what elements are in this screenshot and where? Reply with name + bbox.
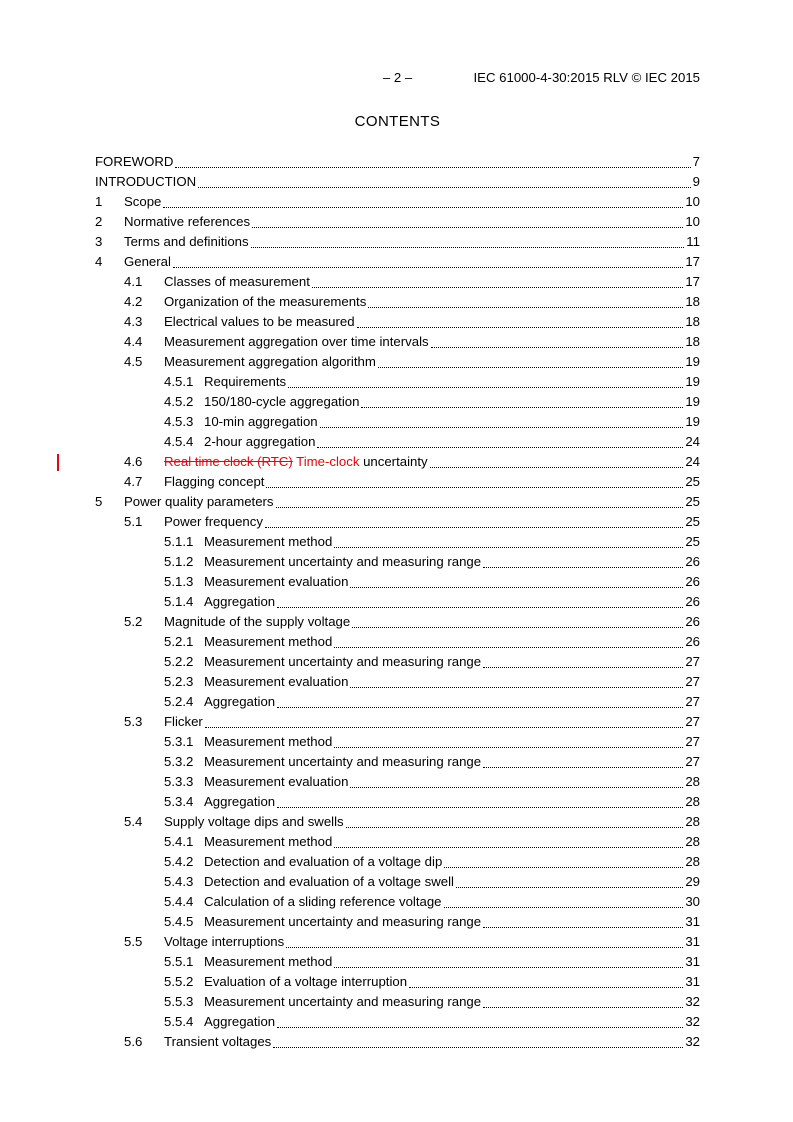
toc-entry	[95, 672, 700, 692]
toc-entry-page: 10	[685, 214, 700, 229]
toc-entry	[95, 952, 700, 972]
toc-entry	[95, 592, 700, 612]
toc-entry-label	[204, 412, 318, 432]
toc-label-segment-normal: Aggregation	[204, 694, 276, 709]
toc-entry	[95, 992, 700, 1012]
dot-leader	[352, 612, 683, 628]
toc-entry-label	[204, 832, 332, 852]
toc-entry-page: 19	[685, 354, 700, 369]
toc-entry-page: 32	[685, 994, 700, 1009]
toc-entry-label	[204, 672, 348, 692]
toc-entry-page: 28	[685, 794, 700, 809]
toc-entry-page: 32	[685, 1034, 700, 1049]
toc-label-segment-normal: FOREWORD	[95, 154, 174, 169]
toc-entry-label	[204, 572, 348, 592]
toc-entry	[95, 1032, 700, 1052]
toc-entry-page: 30	[685, 894, 700, 909]
toc-label-segment-normal: INTRODUCTION	[95, 174, 197, 189]
toc-entry-number: 4.5	[124, 354, 143, 369]
toc-entry	[95, 332, 700, 352]
toc-entry-number: 2	[95, 214, 103, 229]
toc-entry	[95, 912, 700, 932]
toc-entry-number: 5.3.3	[164, 774, 194, 789]
toc-label-segment-normal: Measurement evaluation	[204, 574, 349, 589]
dot-leader	[334, 952, 683, 968]
dot-leader	[288, 372, 683, 388]
dot-leader	[350, 772, 683, 788]
toc-entry	[95, 812, 700, 832]
toc-label-segment-normal: Aggregation	[204, 594, 276, 609]
toc-entry-number: 4.7	[124, 474, 143, 489]
toc-entry-number: 5.5.3	[164, 994, 194, 1009]
toc-label-segment-deleted: Real time clock (RTC)	[164, 454, 293, 469]
dot-leader	[175, 152, 690, 168]
toc-label-segment-normal: Measurement uncertainty and measuring range	[204, 754, 482, 769]
toc-entry-page: 28	[685, 774, 700, 789]
toc-entry	[95, 852, 700, 872]
toc-entry-label	[204, 632, 332, 652]
toc-entry	[95, 192, 700, 212]
toc-entry-number: 5.4.4	[164, 894, 194, 909]
toc-entry	[95, 752, 700, 772]
toc-entry-number: 5.4	[124, 814, 143, 829]
toc-entry-label	[204, 592, 275, 612]
toc-entry	[95, 252, 700, 272]
toc-entry-page: 27	[685, 654, 700, 669]
dot-leader	[456, 872, 683, 888]
toc-entry-number: 5.3.1	[164, 734, 194, 749]
toc-entry-number: 5.1.4	[164, 594, 194, 609]
toc-entry-page: 27	[685, 734, 700, 749]
toc-entry	[95, 492, 700, 512]
toc-entry-number: 5.5.1	[164, 954, 194, 969]
toc-entry-number: 5.5.2	[164, 974, 194, 989]
toc-entry-label	[124, 192, 161, 212]
toc-entry-page: 18	[685, 294, 700, 309]
toc-label-segment-normal: 150/180-cycle aggregation	[204, 394, 360, 409]
toc-entry-page: 7	[692, 154, 700, 169]
toc-entry	[95, 1012, 700, 1032]
dot-leader	[357, 312, 684, 328]
toc-entry-page: 26	[685, 614, 700, 629]
toc-label-segment-normal: Measurement aggregation algorithm	[164, 354, 376, 369]
toc-entry-label	[204, 552, 481, 572]
toc-entry-page: 17	[685, 254, 700, 269]
toc-entry-label	[204, 992, 481, 1012]
dot-leader	[334, 632, 683, 648]
toc-entry	[95, 972, 700, 992]
toc-label-segment-normal: Measurement method	[204, 634, 333, 649]
toc-entry-number: 1	[95, 194, 103, 209]
toc-entry-page: 24	[685, 454, 700, 469]
toc-entry	[95, 432, 700, 452]
toc-entry	[95, 652, 700, 672]
dot-leader	[483, 552, 683, 568]
toc-entry	[95, 692, 700, 712]
dot-leader	[276, 492, 684, 508]
dot-leader	[198, 172, 691, 188]
toc-entry	[95, 872, 700, 892]
toc-entry-page: 31	[685, 934, 700, 949]
toc-entry-number: 4.5.2	[164, 394, 194, 409]
toc-entry-page: 18	[685, 314, 700, 329]
dot-leader	[273, 1032, 683, 1048]
toc-entry-label	[124, 492, 274, 512]
table-of-contents	[95, 152, 700, 1052]
toc-entry-page: 28	[685, 834, 700, 849]
dot-leader	[265, 512, 683, 528]
toc-entry-number: 4.2	[124, 294, 143, 309]
toc-entry	[95, 772, 700, 792]
toc-entry	[95, 532, 700, 552]
toc-entry-page: 25	[685, 474, 700, 489]
toc-entry-page: 19	[685, 374, 700, 389]
toc-label-segment-normal: Requirements	[204, 374, 287, 389]
toc-label-segment-normal: uncertainty	[359, 454, 428, 469]
toc-label-segment-normal: Supply voltage dips and swells	[164, 814, 344, 829]
toc-entry-label	[204, 392, 359, 412]
toc-entry-number: 5.4.5	[164, 914, 194, 929]
toc-entry-label	[204, 1012, 275, 1032]
toc-entry-number: 5.2.4	[164, 694, 194, 709]
toc-entry	[95, 832, 700, 852]
toc-label-segment-normal: Terms and definitions	[124, 234, 249, 249]
toc-entry-number: 4.5.1	[164, 374, 194, 389]
toc-entry-page: 26	[685, 574, 700, 589]
toc-label-segment-normal: Evaluation of a voltage interruption	[204, 974, 408, 989]
toc-entry	[95, 612, 700, 632]
toc-entry	[95, 352, 700, 372]
toc-entry-page: 19	[685, 394, 700, 409]
toc-entry-label	[164, 932, 284, 952]
toc-entry-label	[164, 332, 429, 352]
toc-label-segment-normal: 2-hour aggregation	[204, 434, 316, 449]
toc-entry	[95, 472, 700, 492]
toc-entry-number: 4.6	[124, 454, 143, 469]
toc-entry-page: 11	[686, 234, 700, 249]
toc-entry	[95, 452, 700, 472]
toc-entry-number: 4.3	[124, 314, 143, 329]
toc-label-segment-normal: Aggregation	[204, 794, 276, 809]
toc-entry-number: 5.6	[124, 1034, 143, 1049]
toc-entry	[95, 732, 700, 752]
toc-label-segment-normal: Electrical values to be measured	[164, 314, 355, 329]
toc-entry	[95, 272, 700, 292]
dot-leader	[350, 572, 683, 588]
toc-label-segment-normal: General	[124, 254, 171, 269]
dot-leader	[163, 192, 683, 208]
toc-entry-label	[164, 272, 310, 292]
dot-leader	[320, 412, 684, 428]
dot-leader	[277, 592, 683, 608]
dot-leader	[368, 292, 683, 308]
toc-entry-page: 9	[692, 174, 700, 189]
toc-label-segment-normal: Measurement uncertainty and measuring range	[204, 654, 482, 669]
toc-entry-number: 5.5	[124, 934, 143, 949]
toc-entry	[95, 212, 700, 232]
toc-entry-label	[124, 232, 249, 252]
toc-entry	[95, 172, 700, 192]
toc-entry-number: 5.1.2	[164, 554, 194, 569]
toc-label-segment-normal: Power frequency	[164, 514, 263, 529]
toc-entry	[95, 372, 700, 392]
toc-entry-number: 5.2.1	[164, 634, 194, 649]
toc-label-segment-normal: 10-min aggregation	[204, 414, 318, 429]
toc-label-segment-normal: Flicker	[164, 714, 203, 729]
toc-entry-label	[204, 692, 275, 712]
toc-entry-page: 25	[685, 494, 700, 509]
dot-leader	[430, 452, 684, 468]
toc-entry-number: 5.4.1	[164, 834, 194, 849]
dot-leader	[346, 812, 684, 828]
toc-entry-label	[204, 532, 332, 552]
toc-entry-page: 17	[685, 274, 700, 289]
toc-entry-label	[164, 452, 428, 472]
dot-leader	[444, 892, 684, 908]
toc-entry-page: 26	[685, 634, 700, 649]
toc-label-segment-normal: Measurement evaluation	[204, 674, 349, 689]
toc-entry-number: 4.5.4	[164, 434, 194, 449]
dot-leader	[312, 272, 683, 288]
toc-label-segment-normal: Measurement method	[204, 834, 333, 849]
toc-entry-label	[164, 292, 366, 312]
toc-label-segment-normal: Measurement evaluation	[204, 774, 349, 789]
toc-entry-page: 27	[685, 674, 700, 689]
toc-label-segment-normal: Classes of measurement	[164, 274, 310, 289]
toc-entry	[95, 552, 700, 572]
toc-entry-label	[124, 252, 171, 272]
toc-entry-number: 5	[95, 494, 103, 509]
toc-entry-page: 31	[685, 974, 700, 989]
toc-entry-label	[164, 352, 376, 372]
dot-leader	[277, 692, 683, 708]
toc-entry	[95, 512, 700, 532]
toc-entry-page: 25	[685, 514, 700, 529]
toc-entry-page: 10	[685, 194, 700, 209]
toc-entry-page: 19	[685, 414, 700, 429]
toc-entry-number: 5.5.4	[164, 1014, 194, 1029]
dot-leader	[409, 972, 683, 988]
toc-label-segment-normal: Power quality parameters	[124, 494, 274, 509]
header-document-id: IEC 61000-4-30:2015 RLV © IEC 2015	[473, 70, 700, 85]
toc-entry	[95, 292, 700, 312]
dot-leader	[252, 212, 683, 228]
toc-entry-page: 27	[685, 714, 700, 729]
toc-entry-label	[204, 752, 481, 772]
toc-label-segment-normal: Scope	[124, 194, 162, 209]
toc-entry-number: 5.4.2	[164, 854, 194, 869]
toc-entry-number: 5.1.1	[164, 534, 194, 549]
toc-entry-number: 4.1	[124, 274, 143, 289]
toc-entry-label	[204, 872, 454, 892]
toc-entry-number: 5.3	[124, 714, 143, 729]
toc-entry-label	[124, 212, 250, 232]
toc-entry-number: 5.2.2	[164, 654, 194, 669]
dot-leader	[483, 652, 683, 668]
dot-leader	[483, 992, 683, 1008]
dot-leader	[251, 232, 685, 248]
toc-entry-label	[204, 432, 315, 452]
toc-label-segment-normal: Measurement method	[204, 534, 333, 549]
toc-entry	[95, 792, 700, 812]
dot-leader	[431, 332, 684, 348]
toc-label-segment-normal: Calculation of a sliding reference voltage	[204, 894, 442, 909]
toc-entry-label	[164, 812, 344, 832]
toc-label-segment-normal: Detection and evaluation of a voltage dip	[204, 854, 443, 869]
toc-label-segment-normal: Aggregation	[204, 1014, 276, 1029]
dot-leader	[444, 852, 683, 868]
toc-entry-number: 4.5.3	[164, 414, 194, 429]
toc-label-segment-normal: Measurement uncertainty and measuring range	[204, 994, 482, 1009]
dot-leader	[334, 732, 683, 748]
toc-label-segment-normal: Flagging concept	[164, 474, 265, 489]
dot-leader	[378, 352, 683, 368]
toc-entry-label	[164, 712, 203, 732]
toc-entry	[95, 392, 700, 412]
toc-label-segment-normal: Voltage interruptions	[164, 934, 285, 949]
dot-leader	[334, 532, 683, 548]
toc-entry-page: 24	[685, 434, 700, 449]
page-header	[95, 70, 700, 87]
toc-entry-page: 27	[685, 754, 700, 769]
toc-entry	[95, 932, 700, 952]
toc-label-segment-normal: Transient voltages	[164, 1034, 272, 1049]
toc-entry-label	[204, 952, 332, 972]
toc-label-segment-normal: Organization of the measurements	[164, 294, 367, 309]
toc-entry-label	[164, 1032, 271, 1052]
dot-leader	[317, 432, 683, 448]
dot-leader	[361, 392, 683, 408]
toc-entry-page: 27	[685, 694, 700, 709]
toc-entry-page: 26	[685, 554, 700, 569]
dot-leader	[350, 672, 683, 688]
toc-label-segment-normal: Detection and evaluation of a voltage swell	[204, 874, 454, 889]
toc-entry-page: 25	[685, 534, 700, 549]
toc-entry-label	[95, 152, 173, 172]
dot-leader	[173, 252, 683, 268]
toc-label-segment-normal: Measurement method	[204, 954, 333, 969]
dot-leader	[483, 912, 683, 928]
toc-entry-label	[204, 852, 442, 872]
toc-entry-number: 5.4.3	[164, 874, 194, 889]
toc-entry	[95, 632, 700, 652]
toc-label-segment-normal: Measurement aggregation over time intervals	[164, 334, 429, 349]
toc-entry-label	[164, 312, 355, 332]
toc-entry	[95, 152, 700, 172]
toc-entry-label	[164, 472, 264, 492]
dot-leader	[483, 752, 683, 768]
toc-entry-label	[204, 372, 286, 392]
contents-title: CONTENTS	[354, 113, 441, 130]
toc-entry-label	[95, 172, 196, 192]
toc-entry-number: 5.2.3	[164, 674, 194, 689]
toc-entry-number: 3	[95, 234, 103, 249]
toc-entry-number: 5.3.4	[164, 794, 194, 809]
toc-entry-page: 18	[685, 334, 700, 349]
header-page-number: – 2 –	[382, 70, 413, 85]
toc-entry-label	[204, 772, 348, 792]
toc-entry	[95, 712, 700, 732]
toc-entry-page: 31	[685, 914, 700, 929]
toc-entry-label	[204, 972, 407, 992]
toc-label-segment-inserted: Time-clock	[292, 454, 360, 469]
toc-entry-page: 28	[685, 814, 700, 829]
dot-leader	[205, 712, 683, 728]
dot-leader	[277, 792, 683, 808]
toc-entry	[95, 412, 700, 432]
toc-label-segment-normal: Normative references	[124, 214, 251, 229]
toc-entry-label	[204, 732, 332, 752]
toc-entry-page: 26	[685, 594, 700, 609]
toc-entry-number: 5.2	[124, 614, 143, 629]
toc-entry-label	[204, 892, 442, 912]
toc-entry	[95, 892, 700, 912]
toc-entry-label	[164, 512, 263, 532]
toc-entry-page: 29	[685, 874, 700, 889]
toc-entry	[95, 232, 700, 252]
revision-change-bar	[57, 454, 59, 471]
toc-entry-number: 5.1	[124, 514, 143, 529]
dot-leader	[277, 1012, 683, 1028]
toc-entry-page: 32	[685, 1014, 700, 1029]
toc-entry	[95, 312, 700, 332]
toc-entry-page: 28	[685, 854, 700, 869]
toc-entry-label	[164, 612, 350, 632]
toc-label-segment-normal: Magnitude of the supply voltage	[164, 614, 351, 629]
dot-leader	[266, 472, 683, 488]
toc-label-segment-normal: Measurement uncertainty and measuring range	[204, 914, 482, 929]
dot-leader	[334, 832, 683, 848]
toc-entry	[95, 572, 700, 592]
toc-entry-number: 4.4	[124, 334, 143, 349]
toc-entry-page: 31	[685, 954, 700, 969]
toc-label-segment-normal: Measurement uncertainty and measuring range	[204, 554, 482, 569]
toc-entry-number: 5.1.3	[164, 574, 194, 589]
toc-entry-label	[204, 912, 481, 932]
toc-entry-label	[204, 792, 275, 812]
toc-entry-number: 4	[95, 254, 103, 269]
toc-entry-number: 5.3.2	[164, 754, 194, 769]
toc-entry-label	[204, 652, 481, 672]
dot-leader	[286, 932, 683, 948]
toc-label-segment-normal: Measurement method	[204, 734, 333, 749]
